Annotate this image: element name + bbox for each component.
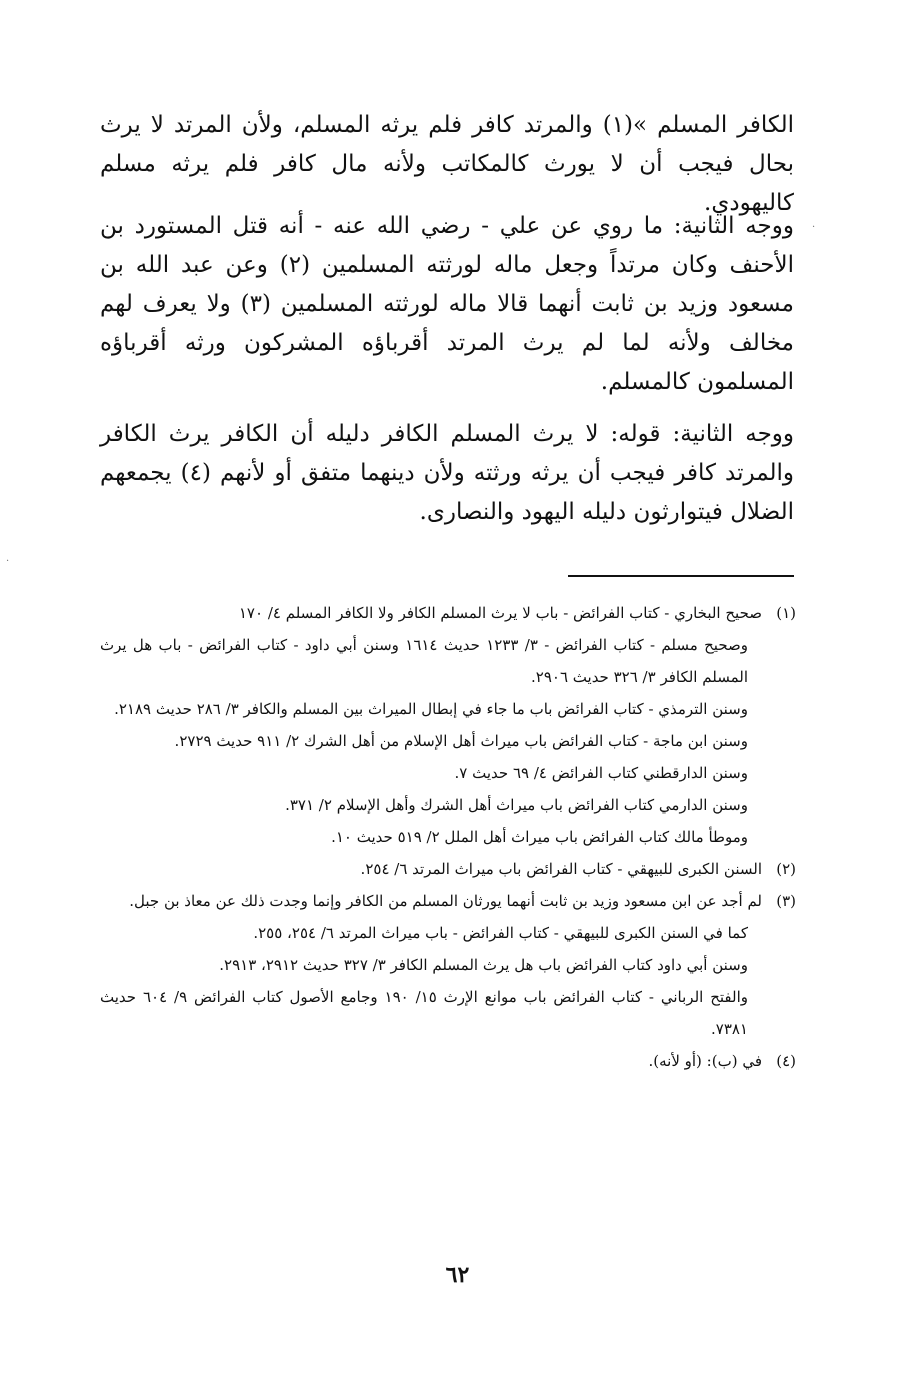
main-paragraph: [100, 106, 794, 223]
footnote-separator: [568, 575, 794, 577]
footnote-number: (٤): [776, 1052, 796, 1070]
footnote-1: [100, 597, 796, 853]
footnote-number: (١): [776, 604, 796, 622]
footnote-entry: لم أجد عن ابن مسعود وزيد بن ثابت أنهما يورثان المسلم من الكافر وإنما وجدت ذلك عن معاذ بن جبل.: [129, 892, 762, 910]
scan-speck: ·: [812, 222, 816, 233]
footnote-entry: السنن الكبرى للبيهقي - كتاب الفرائض باب ميراث المرتد ٦/ ٢٥٤.: [360, 860, 762, 878]
footnote-entry: وصحيح مسلم - كتاب الفرائض - ٣/ ١٢٣٣ حديث ١٦١٤ وسنن أبي داود - كتاب الفرائض - باب هل يرث المسلم الكافر ٣/ ٣٢٦ حديث ٢٩٠٦.: [100, 636, 748, 686]
footnote-entry: وسنن أبي داود كتاب الفرائض باب هل يرث المسلم الكافر ٣/ ٣٢٧ حديث ٢٩١٢، ٢٩١٣.: [219, 956, 748, 974]
footnotes: [100, 597, 796, 1077]
footnote-entry: وموطأ مالك كتاب الفرائض باب ميراث أهل الملل ٢/ ٥١٩ حديث ١٠.: [331, 828, 748, 846]
footnote-entry: والفتح الرباني - كتاب الفرائض باب موانع الإرث ١٥/ ١٩٠ وجامع الأصول كتاب الفرائض ٩/ ٦٠٤ حديث ٧٣٨١.: [100, 988, 748, 1038]
footnote-entry: وسنن الدارقطني كتاب الفرائض ٤/ ٦٩ حديث ٧.: [454, 764, 748, 782]
footnote-4: [100, 1045, 796, 1077]
footnote-entry: في (ب): (أو لأنه).: [648, 1052, 762, 1070]
footnote-entry: صحيح البخاري - كتاب الفرائض - باب لا يرث المسلم الكافر ولا الكافر المسلم ٤/ ١٧٠: [238, 604, 762, 622]
footnote-entry: وسنن الدارمي كتاب الفرائض باب ميراث أهل الشرك وأهل الإسلام ٢/ ٣٧١.: [285, 796, 748, 814]
footnote-3: [100, 885, 796, 1045]
scan-speck: ·: [6, 556, 10, 567]
paragraph-3: ووجه الثانية: قوله: لا يرث المسلم الكافر دليله أن الكافر يرث الكافر والمرتد كافر فيجب أن يرثه ورثته ولأن دينهما متفق أو لأنهم (٤) يجمعهم الضلال فيتوارثون دليله اليهود والنصارى.: [100, 421, 794, 525]
footnote-entry: كما في السنن الكبرى للبيهقي - كتاب الفرائض - باب ميراث المرتد ٦/ ٢٥٤، ٢٥٥.: [253, 924, 748, 942]
footnote-number: (٣): [776, 892, 796, 910]
main-paragraph: [100, 207, 794, 402]
footnote-2: [100, 853, 796, 885]
footnote-entry: وسنن الترمذي - كتاب الفرائض باب ما جاء في إبطال الميراث بين المسلم والكافر ٣/ ٢٨٦ حديث ٢١٨٩.: [114, 700, 748, 718]
paragraph-2: ووجه الثانية: ما روي عن علي - رضي الله عنه - أنه قتل المستورد بن الأحنف وكان مرتداً وجعل ماله لورثته المسلمين (٢) وعن عبد الله بن مسعود وزيد بن ثابت أنهما قالا ماله لورثته المسلمين (٣) ولا يعرف لهم مخالف ولأنه لما لم يرث المرتد أقرباؤه المشركون ورثه أقرباؤه المسلمون كالمسلم.: [100, 213, 795, 395]
footnote-entry: وسنن ابن ماجة - كتاب الفرائض باب ميراث أهل الإسلام من أهل الشرك ٢/ ٩١١ حديث ٢٧٢٩.: [174, 732, 748, 750]
paragraph-1: الكافر المسلم »(١) والمرتد كافر فلم يرثه المسلم، ولأن المرتد لا يرث بحال فيجب أن لا يورث كالمكاتب ولأنه مال كافر فلم يرثه مسلم كاليهودي.: [100, 112, 795, 216]
page-number: ٦٢: [445, 1262, 470, 1288]
main-paragraph: [100, 415, 794, 532]
footnote-number: (٢): [776, 860, 796, 878]
